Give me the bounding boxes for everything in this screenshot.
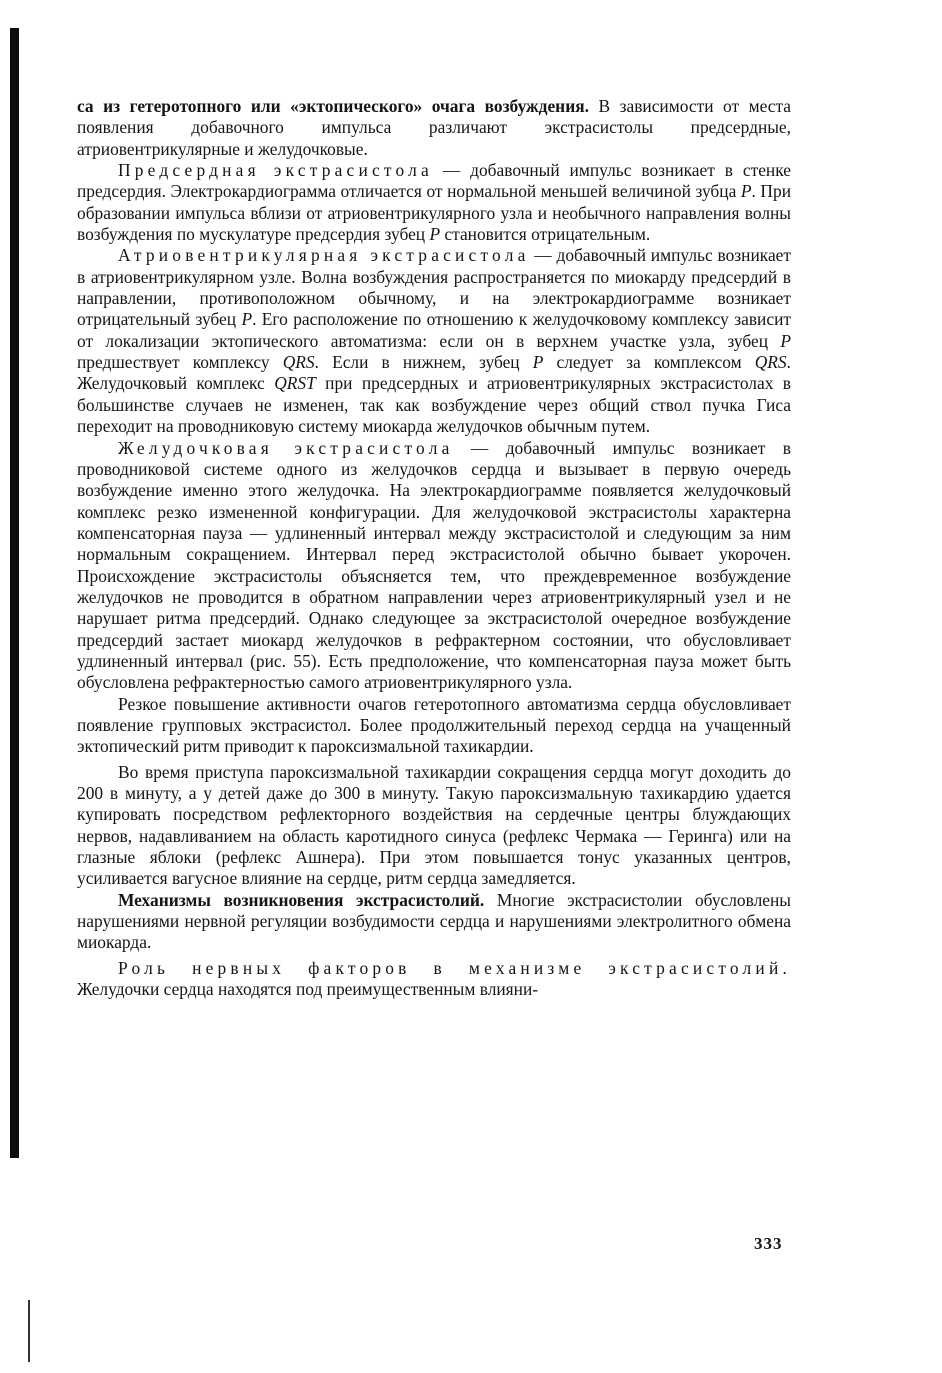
text-run: предшествует комплексу xyxy=(77,352,283,373)
term-atrial-extrasystole: Предсердная экстрасистола xyxy=(118,160,433,181)
text-run: . Если в нижнем, зубец xyxy=(314,352,533,373)
section-heading: Механизмы возникновения экстрасистолий. xyxy=(118,889,485,910)
term-ventricular-extrasystole: Желудочковая экстрасистола xyxy=(118,437,454,458)
text-run: . Его расположение по отношению к желудочковому комплексу зависит от локализации эктопического автоматизма: если он в верхнем участке узла, зубец xyxy=(77,309,791,351)
wave-symbol: P xyxy=(532,352,544,373)
scan-edge-shadow xyxy=(10,28,19,1158)
complex-symbol: QRS xyxy=(754,352,787,373)
body-text xyxy=(77,96,791,1000)
subsection-heading: Роль нервных факторов в механизме экстрасистолий. xyxy=(118,957,791,978)
complex-symbol: QRS xyxy=(282,352,315,373)
text-run: — добавочный импульс возникает в стенке предсердия. Электрокардиограмма отличается от нормальной меньшей величиной зубца xyxy=(77,160,791,202)
paragraph-paroxysmal-tachycardia xyxy=(77,762,791,890)
wave-symbol: P xyxy=(429,224,441,245)
wave-symbol: P xyxy=(740,181,752,202)
wave-symbol: P xyxy=(780,330,791,351)
text-run: — добавочный импульс возникает в проводниковой системе одного из желудочков сердца и вызывает в первую очередь возбуждение именно этого желудочка. На электрокардиограмме появляется желудочковый комплекс резко измененной конфигурации. Для желудочковой экстрасистолы характерна компенсаторная пауза — удлиненный интервал между экстрасистолой и следующим за ним нормальным сокращением. Интервал перед экстрасистолой обычно бывает укорочен. Происхождение экстрасистолы объясняется тем, что преждевременное возбуждение желудочков не проводится в обратном направлении через атриовентрикулярный узел и не нарушает ритма предсердий. Однако следующее за экстрасистолой очередное возбуждение предсердий застает миокард желудочков в рефрактерном состоянии, что обусловливает удлиненный интервал (рис. 55). Есть предположение, что компенсаторная пауза может быть обусловлена рефрактерностью самого атриовентрикулярного узла. xyxy=(77,437,791,693)
wave-symbol: P xyxy=(241,309,253,330)
complex-symbol: QRST xyxy=(274,373,316,394)
text-run: Во время приступа пароксизмальной тахикардии сокращения сердца могут доходить до 200 в минуту, а у детей даже до 300 в минуту. Такую пароксизмальную тахикардию удается купировать посредством рефлекторного воздействия на сердечные центры блуждающих нервов, надавливанием на область каротидного синуса (рефлекс Чермака — Геринга) или на глазные яблоки (рефлекс Ашнера). При этом повышается тонус указанных центров, усиливается вагусное влияние на сердце, ритм сердца замедляется. xyxy=(77,761,791,889)
paragraph-mechanisms xyxy=(77,890,791,954)
text-run: становится отрицательным. xyxy=(440,224,651,245)
text-run: Желудочки сердца находятся под преимущественным влияни- xyxy=(77,979,539,1000)
scan-edge-mark xyxy=(28,1300,30,1362)
term-av-extrasystole: Атриовентрикулярная экстрасистола xyxy=(118,245,530,266)
bold-phrase: са из гетеротопного или «эктопического» очага возбуждения. xyxy=(77,96,589,116)
text-run: . Желудочковый комплекс xyxy=(77,352,791,394)
paragraph-1 xyxy=(77,96,791,160)
paragraph-group-extrasystoles xyxy=(77,694,791,758)
text-run: В зависимости от места появления добавочного импульса различают экстрасистолы предсердные, атриовентрикулярные и желудочковые. xyxy=(77,96,791,159)
page-number: 333 xyxy=(754,1234,783,1253)
text-run: следует за комплексом xyxy=(543,352,755,373)
paragraph-av-extrasystole xyxy=(77,245,791,437)
paragraph-nervous-factors xyxy=(77,958,791,1001)
paragraph-ventricular-extrasystole xyxy=(77,438,791,694)
paragraph-atrial-extrasystole xyxy=(77,160,791,245)
text-run: Резкое повышение активности очагов гетеротопного автоматизма сердца обусловливает появление групповых экстрасистол. Более продолжительный переход сердца на учащенный эктопический ритм приводит к пароксизмальной тахикардии. xyxy=(77,693,791,757)
text-run: Многие экстрасистолии обусловлены нарушениями нервной регуляции возбудимости сердца и нарушениями электролитного обмена миокарда. xyxy=(77,889,791,953)
text-run: . При образовании импульса вблизи от атриовентрикулярного узла и необычного направления волны возбуждения по мускулатуре предсердия зубец xyxy=(77,181,791,245)
text-run: — добавочный импульс возникает в атриовентрикулярном узле. Волна возбуждения распространяется по миокарду предсердий в направлении, противоположном обычному, и на электрокардиограмме возникает отрицательный зубец xyxy=(77,245,791,330)
text-run: при предсердных и атриовентрикулярных экстрасистолах в большинстве случаев не изменен, так как возбуждение через общий ствол пучка Гиса переходит на проводниковую систему миокарда желудочков обычным путем. xyxy=(77,373,791,437)
